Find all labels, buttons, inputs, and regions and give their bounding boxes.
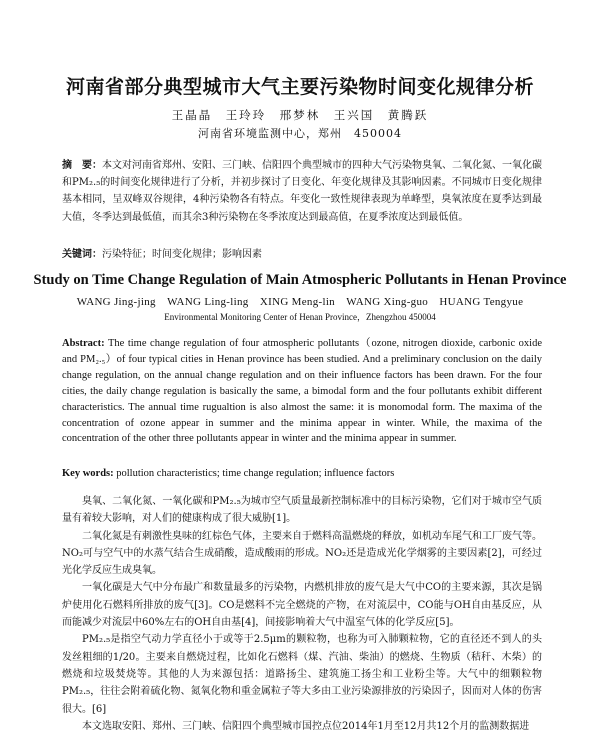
body-paragraph: 臭氧、二氧化氮、一氧化碳和PM₂.₅为城市空气质量最新控制标准中的目标污染物，它们对于城市空气质量有着较大影响，对人们的健康构成了很大威胁[1]。 (62, 496, 542, 525)
keywords-cn-text: 污染特征；时间变化规律；影响因素 (102, 249, 262, 260)
keywords-en-label: Key words: (62, 468, 114, 479)
keywords-en (62, 466, 542, 481)
keywords-cn (62, 246, 542, 263)
abstract-en (62, 336, 542, 447)
keywords-en-text: pollution characteristics; time change regulation; influence factors (116, 468, 395, 479)
abstract-en-text: The time change regulation of four atmospheric pollutants（ozone, nitrogen dioxide, carbonic oxide and PM₂.₅）of four typical cities in Henan province has been studied. And a preliminary conclusion on the daily change regulation, on the annual change regulation and on their influence factors has been drawn. For the four cities, the daily change regulation is basically the same, a bimodal form and the four pollutants exhibit different characteristics. The annual time rugualtion is also almost the same: it is monomodal form. The maxima of the concentration of ozone appear in summer and the minima appear in winter. While, the maxima of the concentration of the other three pollutants appear in winter and the minima appear in summer. (62, 338, 542, 445)
paper-title-en: Study on Time Change Regulation of Main Atmospheric Pollutants in Henan Province (33, 272, 567, 288)
body-text (62, 493, 542, 735)
body-paragraph: PM₂.₅是指空气动力学直径小于或等于2.5μm的颗粒物，也称为可入肺颗粒物，它的直径还不到人的头发丝粗细的1/20。主要来自燃烧过程，比如化石燃料（煤、汽油、柴油）的燃烧、生物质（秸秆、木柴）的燃烧和垃圾焚烧等。其他的人为来源包括：道路扬尘、建筑施工扬尘和工业粉尘等。大气中的细颗粒物PM₂.₅，往往会附着硫化物、氮氧化物和重金属粒子等大多由工业污染源排放的污染因子，因而对人体的伤害很大。[6] (62, 634, 542, 715)
body-paragraph: 本文选取安阳、郑州、三门峡、信阳四个典型城市国控点位2014年1月至12月共12个月的监测数据进 (82, 720, 530, 732)
authors-en: WANG Jing-jing WANG Ling-ling XING Meng-lin WANG Xing-guo HUANG Tengyue (76, 296, 524, 308)
paper-title-cn: 河南省部分典型城市大气主要污染物时间变化规律分析 (65, 76, 534, 98)
abstract-cn-text: 本文对河南省郑州、安阳、三门峡、信阳四个典型城市的四种大气污染物臭氧、二氧化氮、一氧化碳和PM₂.₅的时间变化规律进行了分析，并初步探讨了日变化、年变化规律及其影响因素。不同城市日变化规律基本相同，呈双峰双谷规律，4种污染物各有特点。年变化一致性规律表现为单峰型，臭氧浓度在夏季达到最大值，冬季达到最低值，而其余3种污染物在冬季浓度达到最高值，在夏季浓度达到最低值。 (62, 160, 542, 223)
affiliation-cn: 河南省环境监测中心，郑州 450004 (198, 127, 402, 140)
keywords-cn-label: 关键词： (62, 249, 102, 260)
abstract-cn-label: 摘 要： (62, 160, 102, 171)
abstract-en-label: Abstract: (62, 338, 105, 349)
body-paragraph: 二氧化氮是有刺激性臭味的红棕色气体，主要来自于燃料高温燃烧的释放，如机动车尾气和工厂废气等。NO₂可与空气中的水蒸气结合生成硝酸，造成酸雨的形成。NO₂还是造成光化学烟雾的主要因素[2]，可经过光化学反应生成臭氧。 (62, 530, 542, 577)
affiliation-en: Environmental Monitoring Center of Henan Province，Zhengzhou 450004 (164, 312, 436, 322)
body-paragraph: 一氧化碳是大气中分布最广和数量最多的污染物，内燃机排放的废气是大气中CO的主要来源，其次是锅炉使用化石燃料所排放的废气[3]。CO是燃料不完全燃烧的产物，在对流层中，CO能与OH自由基反应，从而能减少对流层中60%左右的OH自由基[4]，间接影响着大气中温室气体的化学反应[5]。 (62, 582, 542, 629)
abstract-cn (62, 157, 542, 226)
authors-cn: 王晶晶 王玲玲 邢梦林 王兴国 黄腾跃 (171, 108, 429, 122)
